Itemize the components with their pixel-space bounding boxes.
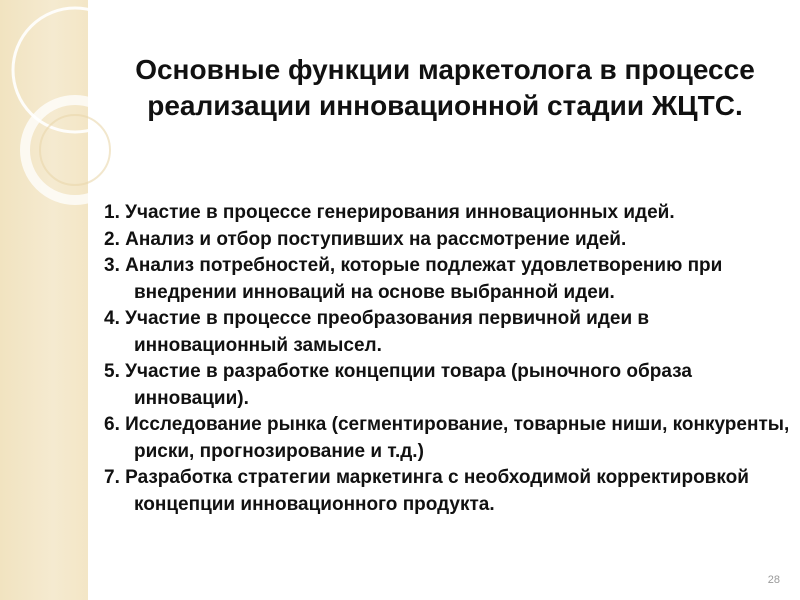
item-text: Разработка стратегии маркетинга с необходимой корректировкой концепции инновационного продукта. [125, 467, 749, 515]
item-number: 5. [104, 361, 120, 382]
slide-number: 28 [767, 574, 780, 586]
list-item [104, 465, 794, 518]
list-item [104, 253, 794, 306]
item-text: Участие в процессе генерирования инновационных идей. [125, 202, 675, 223]
list-item [104, 227, 794, 254]
function-list [104, 200, 794, 518]
item-number: 6. [104, 414, 120, 435]
item-text: Участие в разработке концепции товара (рыночного образа инновации). [125, 361, 692, 409]
item-number: 4. [104, 308, 120, 329]
list-item [104, 412, 794, 465]
list-item [104, 359, 794, 412]
item-text: Анализ потребностей, которые подлежат удовлетворению при внедрении инноваций на основе выбранной идеи. [125, 255, 723, 303]
item-text: Исследование рынка (сегментирование, товарные ниши, конкуренты, риски, прогнозирование и т.д.) [125, 414, 790, 462]
concentric-arcs-icon [0, 0, 120, 260]
list-item [104, 200, 794, 227]
item-number: 3. [104, 255, 120, 276]
item-number: 1. [104, 202, 120, 223]
item-text: Участие в процессе преобразования первичной идеи в инновационный замысел. [125, 308, 650, 356]
item-number: 2. [104, 228, 120, 250]
list-item [104, 306, 794, 359]
slide-title: Основные функции маркетолога в процессе реализации инновационной стадии ЖЦТС. [135, 54, 755, 121]
item-text: Анализ и отбор поступивших на рассмотрение идей. [125, 228, 627, 250]
item-number: 7. [104, 467, 120, 488]
